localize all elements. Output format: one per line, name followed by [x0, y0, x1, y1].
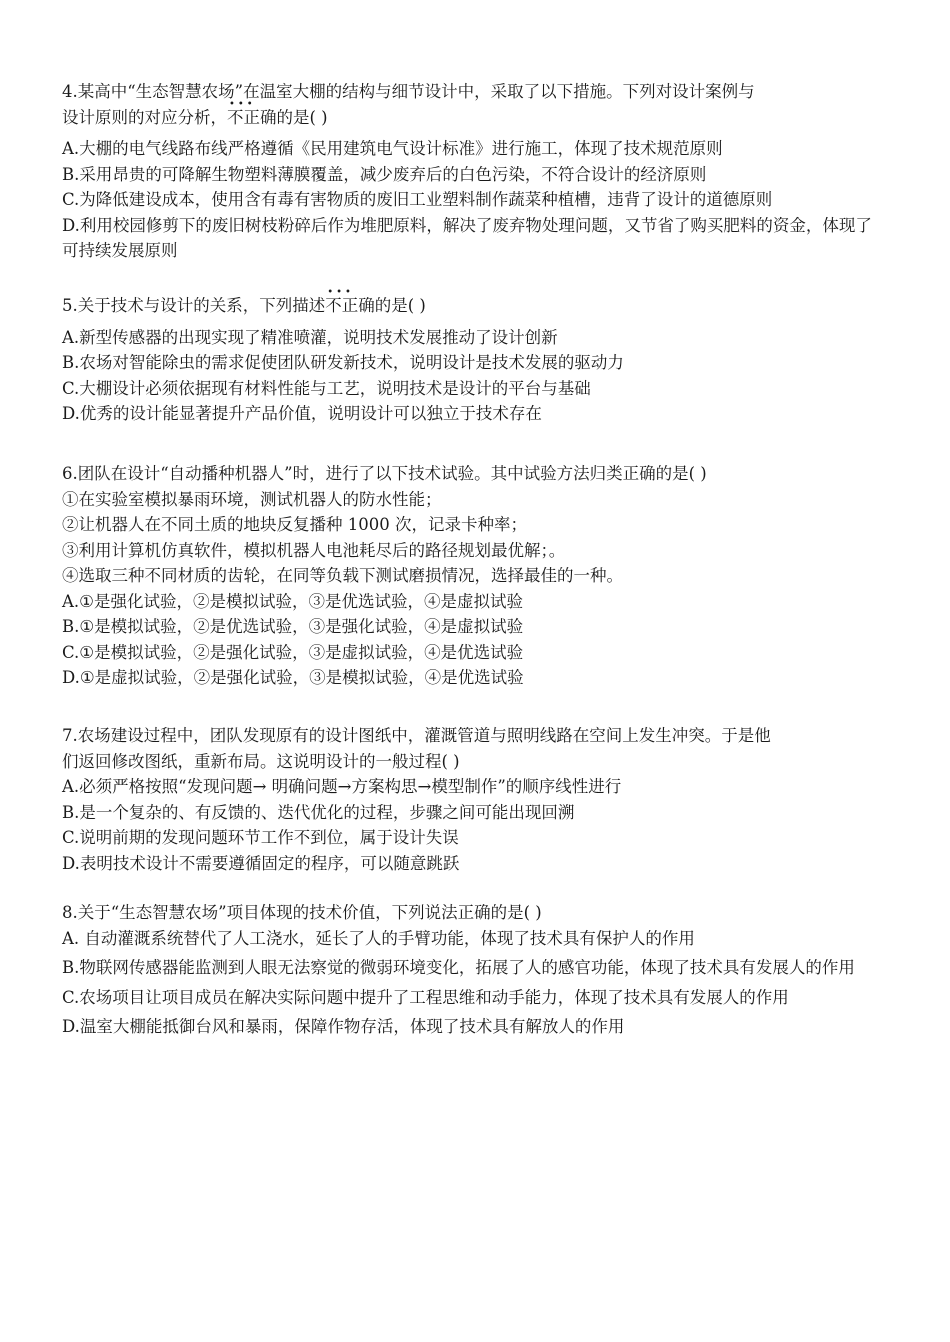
test-item-2: ②让机器人在不同土质的地块反复播种 1000 次，记录卡种率； [62, 515, 527, 534]
option-a: A.必须严格按照“发现问题→ 明确问题→方案构思→模型制作”的顺序线性进行 [62, 777, 622, 796]
emphasis-text: ••• 不正确 [227, 105, 277, 131]
question-5 [62, 293, 888, 427]
question-4 [62, 79, 888, 264]
question-stem: 7.农场建设过程中，团队发现原有的设计图纸中，灌溉管道与照明线路在空间上发生冲突。于是他 [62, 726, 771, 745]
option-b: B.①是模拟试验，②是优选试验，③是强化试验，④是虚拟试验 [62, 617, 524, 636]
option-b: B.物联网传感器能监测到人眼无法察觉的微弱环境变化，拓展了人的感官功能，体现了技术具有发展人的作用 [62, 958, 855, 977]
option-b: B.采用昂贵的可降解生物塑料薄膜覆盖，减少废弃后的白色污染，不符合设计的经济原则 [62, 164, 707, 184]
question-6 [62, 461, 888, 691]
option-a: A.新型传感器的出现实现了精准喷灌，说明技术发展推动了设计创新 [62, 327, 558, 347]
option-c: C.为降低建设成本，使用含有毒有害物质的废旧工业塑料制作蔬菜种植槽，违背了设计的道德原则 [62, 190, 773, 209]
question-stem: 5.关于技术与设计的关系，下列描述••• 不正确的是( ) [62, 293, 888, 319]
question-stem: 设计原则的对应分析，••• 不正确的是( ) [62, 105, 888, 131]
option-a: A.①是强化试验，②是模拟试验，③是优选试验，④是虚拟试验 [62, 591, 523, 611]
emphasis-text: ••• 不正确 [325, 293, 375, 319]
option-d: D.利用校园修剪下的废旧树枝粉碎后作为堆肥原料，解决了废弃物处理问题，又节省了购买肥料的资金，体现了可持续发展原则 [62, 215, 872, 260]
question-stem: 8.关于“生态智慧农场”项目体现的技术价值，下列说法正确的是( ) [62, 903, 542, 922]
option-c: C.①是模拟试验，②是强化试验，③是虚拟试验，④是优选试验 [62, 642, 524, 662]
question-stem: 6.团队在设计“自动播种机器人”时，进行了以下技术试验。其中试验方法归类正确的是( ) [62, 464, 707, 483]
question-8 [62, 900, 888, 1040]
question-7 [62, 723, 888, 876]
option-b: B.农场对智能除虫的需求促使团队研发新技术，说明设计是技术发展的驱动力 [62, 353, 624, 372]
option-a: A. 自动灌溉系统替代了人工浇水，延长了人的手臂功能，体现了技术具有保护人的作用 [62, 928, 695, 948]
question-stem: 们返回修改图纸，重新布局。这说明设计的一般过程( ) [62, 751, 460, 771]
option-d: D.表明技术设计不需要遵循固定的程序，可以随意跳跃 [62, 853, 460, 873]
option-c: C.说明前期的发现问题环节工作不到位，属于设计失误 [62, 828, 459, 847]
test-item-3: ③利用计算机仿真软件，模拟机器人电池耗尽后的路径规划最优解；。 [62, 540, 566, 560]
option-d: D.优秀的设计能显著提升产品价值，说明设计可以独立于技术存在 [62, 404, 542, 423]
option-c: C.农场项目让项目成员在解决实际问题中提升了工程思维和动手能力，体现了技术具有发展人的作用 [62, 987, 789, 1007]
option-d: D.温室大棚能抵御台风和暴雨，保障作物存活，体现了技术具有解放人的作用 [62, 1017, 625, 1036]
option-b: B.是一个复杂的、有反馈的、迭代优化的过程，步骤之间可能出现回溯 [62, 802, 575, 822]
option-d: D.①是虚拟试验，②是强化试验，③是模拟试验，④是优选试验 [62, 668, 524, 687]
question-stem: 4.某高中“生态智慧农场”在温室大棚的结构与细节设计中，采取了以下措施。下列对设计案例与 [62, 82, 755, 101]
test-item-4: ④选取三种不同材质的齿轮，在同等负载下测试磨损情况，选择最佳的一种。 [62, 566, 623, 585]
option-c: C.大棚设计必须依据现有材料性能与工艺，说明技术是设计的平台与基础 [62, 378, 591, 398]
test-item-1: ①在实验室模拟暴雨环境，测试机器人的防水性能； [62, 489, 442, 509]
option-a: A.大棚的电气线路布线严格遵循《民用建筑电气设计标准》进行施工，体现了技术规范原则 [62, 139, 723, 158]
